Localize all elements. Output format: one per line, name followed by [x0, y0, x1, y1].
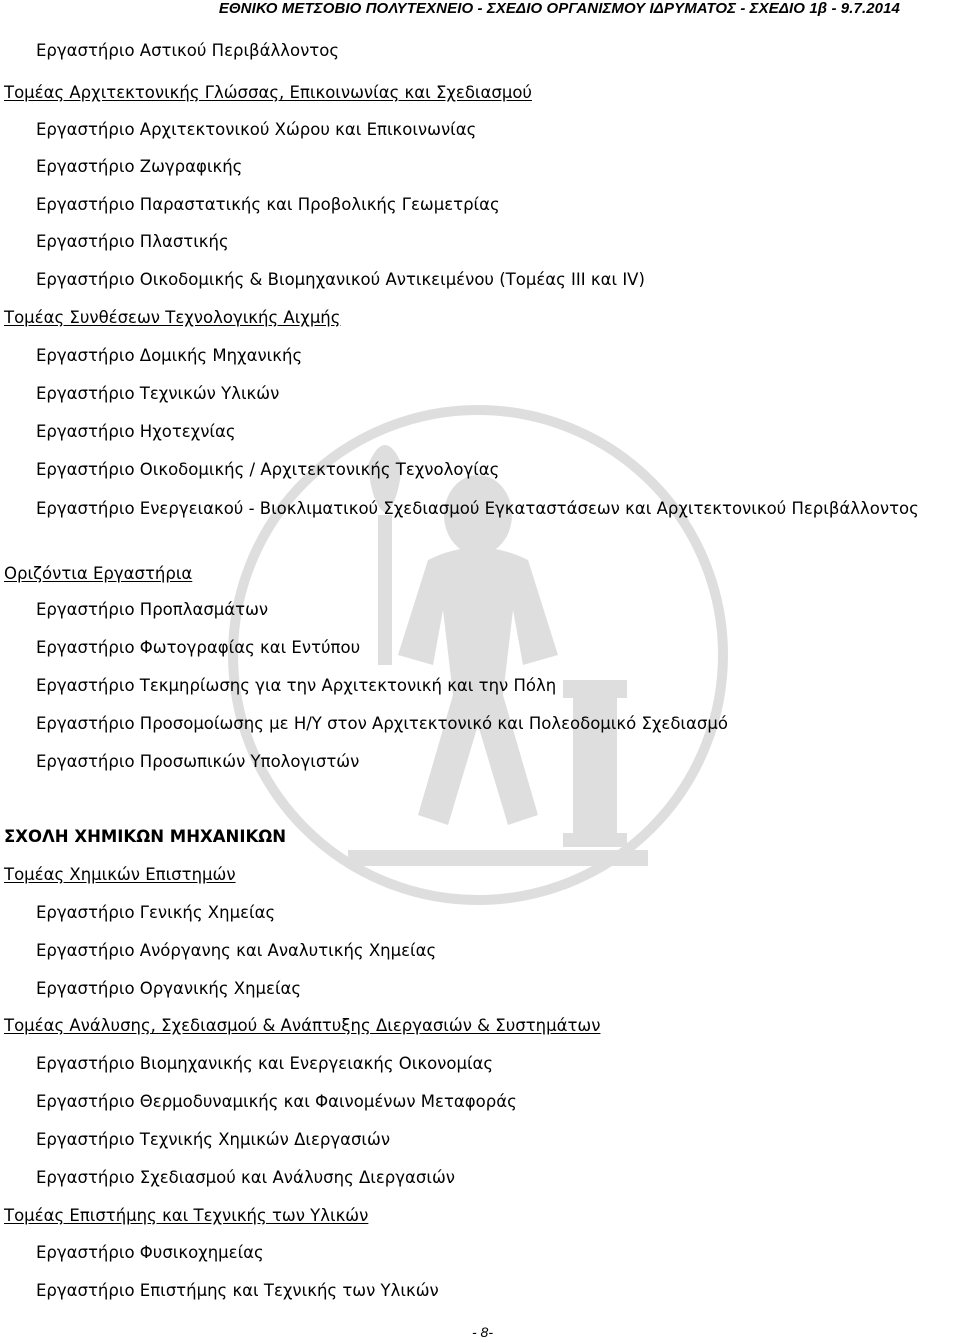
lab-energy-bioclimatic-design: Εργαστήριο Ενεργειακού - Βιοκλιματικού Σχεδιασμού Εγκαταστάσεων και Αρχιτεκτονικού Περιβάλλοντος [36, 499, 919, 518]
lab-descriptive-geometry: Εργαστήριο Παραστατικής και Προβολικής Γεωμετρίας [36, 195, 500, 214]
school-chemical-engineering-heading: ΣΧΟΛΗ ΧΗΜΙΚΩΝ ΜΗΧΑΝΙΚΩΝ [4, 827, 287, 846]
lab-technical-materials: Εργαστήριο Τεχνικών Υλικών [36, 384, 280, 403]
lab-painting: Εργαστήριο Ζωγραφικής [36, 157, 243, 176]
lab-thermodynamics-transport: Εργαστήριο Θερμοδυναμικής και Φαινομένων Μεταφοράς [36, 1092, 517, 1111]
sector-materials-science: Τομέας Επιστήμης και Τεχνικής των Υλικών [4, 1206, 369, 1225]
lab-building-industrial-object: Εργαστήριο Οικοδομικής & Βιομηχανικού Αντικειμένου (Τομέας ΙΙΙ και IV) [36, 270, 645, 289]
document-header: ΕΘΝΙΚΟ ΜΕΤΣΟΒΙΟ ΠΟΛΥΤΕΧΝΕΙΟ - ΣΧΕΔΙΟ ΟΡΓΑΝΙΣΜΟΥ ΙΔΡΥΜΑΤΟΣ - ΣΧΕΔΙΟ 1β - 9.7.2014 [218, 0, 900, 17]
sector-architectural-language: Τομέας Αρχιτεκτονικής Γλώσσας, Επικοινωνίας και Σχεδιασμού [4, 83, 532, 102]
lab-structural-mechanics: Εργαστήριο Δομικής Μηχανικής [36, 346, 303, 365]
lab-industrial-energy-economics: Εργαστήριο Βιομηχανικής και Ενεργειακής Οικονομίας [36, 1054, 494, 1073]
lab-urban-environment: Εργαστήριο Αστικού Περιβάλλοντος [36, 41, 340, 60]
lab-sculpture: Εργαστήριο Πλαστικής [36, 232, 229, 251]
lab-general-chemistry: Εργαστήριο Γενικής Χημείας [36, 903, 276, 922]
sector-advanced-technology-synthesis: Τομέας Συνθέσεων Τεχνολογικής Αιχμής [4, 308, 341, 327]
page-number: - 8- [472, 1324, 493, 1340]
lab-chemical-process-engineering: Εργαστήριο Τεχνικής Χημικών Διεργασιών [36, 1130, 391, 1149]
lab-computer-simulation: Εργαστήριο Προσομοίωσης με Η/Υ στον Αρχιτεκτονικό και Πολεοδομικό Σχεδιασμό [36, 714, 728, 733]
lab-models: Εργαστήριο Προπλασμάτων [36, 600, 269, 619]
sector-process-analysis-design: Τομέας Ανάλυσης, Σχεδιασμού & Ανάπτυξης Διεργασιών & Συστημάτων [4, 1016, 601, 1035]
lab-process-design-analysis: Εργαστήριο Σχεδιασμού και Ανάλυσης Διεργασιών [36, 1168, 456, 1187]
lab-materials-science-engineering: Εργαστήριο Επιστήμης και Τεχνικής των Υλικών [36, 1281, 439, 1300]
lab-architectural-space: Εργαστήριο Αρχιτεκτονικού Χώρου και Επικοινωνίας [36, 120, 477, 139]
lab-acoustics: Εργαστήριο Ηχοτεχνίας [36, 422, 236, 441]
sector-chemical-sciences: Τομέας Χημικών Επιστημών [4, 865, 236, 884]
lab-personal-computers: Εργαστήριο Προσωπικών Υπολογιστών [36, 752, 360, 771]
lab-inorganic-analytical-chemistry: Εργαστήριο Ανόργανης και Αναλυτικής Χημείας [36, 941, 437, 960]
lab-documentation: Εργαστήριο Τεκμηρίωσης για την Αρχιτεκτονική και την Πόλη [36, 676, 557, 695]
lab-organic-chemistry: Εργαστήριο Οργανικής Χημείας [36, 979, 302, 998]
lab-building-architectural-technology: Εργαστήριο Οικοδομικής / Αρχιτεκτονικής Τεχνολογίας [36, 460, 500, 479]
section-horizontal-labs: Οριζόντια Εργαστήρια [4, 564, 193, 583]
lab-physical-chemistry: Εργαστήριο Φυσικοχημείας [36, 1243, 264, 1262]
lab-photography-print: Εργαστήριο Φωτογραφίας και Εντύπου [36, 638, 361, 657]
